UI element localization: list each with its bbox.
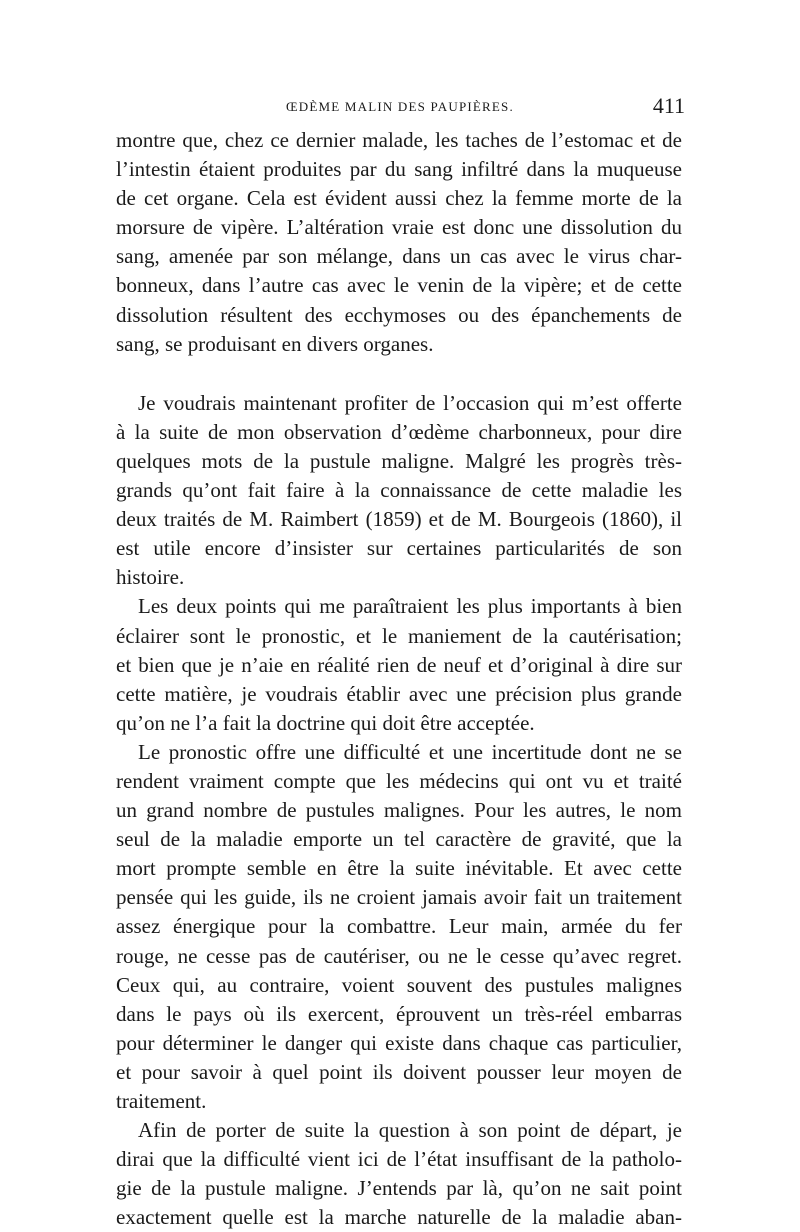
text-line: éclairer sont le pronostic, et le maniement de la cautérisation;: [116, 623, 682, 648]
text-line: Ceux qui, au contraire, voient souvent des pustules malignes: [116, 972, 682, 997]
text-line: de cet organe. Cela est évident aussi chez la femme morte de la: [116, 186, 682, 211]
text-line: rendent vraiment compte que les médecins qui ont vu et traité: [116, 768, 682, 793]
text-line: Je voudrais maintenant profiter de l’occasion qui m’est offerte: [138, 390, 682, 415]
text-line: mort prompte semble en être la suite inévitable. Et avec cette: [116, 856, 682, 881]
text-line: exactement quelle est la marche naturelle de la maladie aban-: [116, 1205, 682, 1230]
text-line: l’intestin étaient produites par du sang infiltré dans la muqueuse: [116, 157, 682, 182]
page-number: 411: [652, 93, 685, 118]
text-line: cette matière, je voudrais établir avec une précision plus grande: [116, 681, 682, 706]
text-line: à la suite de mon observation d’œdème charbonneux, pour dire: [116, 419, 682, 444]
paragraph: [116, 738, 682, 1116]
paragraph: [116, 126, 682, 359]
text-line: gie de la pustule maligne. J’entends par là, qu’on ne sait point: [116, 1176, 682, 1201]
text-line: Les deux points qui me paraîtraient les plus importants à bien: [138, 594, 682, 619]
text-line: qu’on ne l’a fait la doctrine qui doit être acceptée.: [116, 710, 535, 735]
text-line: assez énergique pour la combattre. Leur main, armée du fer: [116, 914, 682, 939]
text-line: pour déterminer le danger qui existe dans chaque cas particulier,: [116, 1030, 682, 1055]
text-line: montre que, chez ce dernier malade, les taches de l’estomac et de: [116, 128, 682, 152]
text-line: grands qu’ont fait faire à la connaissance de cette maladie les: [116, 478, 682, 503]
text-line: deux traités de M. Raimbert (1859) et de M. Bourgeois (1860), il: [116, 507, 682, 532]
paragraph: [116, 592, 682, 737]
text-line: traitement.: [116, 1089, 207, 1113]
text-line: est utile encore d’insister sur certaines particularités de son: [116, 536, 682, 561]
body-text: [116, 126, 682, 1232]
text-line: dans le pays où ils exercent, éprouvent un très-réel embarras: [116, 1001, 682, 1026]
text-line: et pour savoir à quel point ils doivent pousser leur moyen de: [116, 1059, 682, 1084]
text-line: Afin de porter de suite la question à son point de départ, je: [138, 1118, 682, 1143]
text-line: quelques mots de la pustule maligne. Malgré les progrès très-: [116, 448, 682, 473]
text-line: morsure de vipère. L’altération vraie est donc une dissolution du: [116, 215, 682, 240]
text-line: dirai que la difficulté vient ici de l’état insuffisant de la patholo-: [116, 1147, 682, 1172]
text-line: rouge, ne cesse pas de cautériser, ou ne le cesse qu’avec regret.: [116, 943, 682, 968]
text-line: un grand nombre de pustules malignes. Pour les autres, le nom: [116, 798, 682, 823]
text-line: dissolution résultent des ecchymoses ou des épanchements de: [116, 302, 682, 327]
paragraph: [116, 389, 682, 593]
text-line: et bien que je n’aie en réalité rien de neuf et d’original à dire sur: [116, 652, 682, 677]
text-line: histoire.: [116, 565, 185, 590]
text-line: sang, amenée par son mélange, dans un cas avec le virus char-: [116, 244, 682, 269]
running-title: ŒDÈME MALIN DES PAUPIÈRES.: [286, 99, 514, 114]
text-line: seul de la maladie emporte un tel caractère de gravité, que la: [116, 827, 682, 852]
text-line: pensée qui les guide, ils ne croient jamais avoir fait un traitement: [116, 885, 682, 910]
paragraph-gap: [116, 359, 682, 389]
text-line: Le pronostic offre une difficulté et une incertitude dont ne se: [138, 739, 682, 764]
text-line: sang, se produisant en divers organes.: [116, 331, 434, 356]
running-head: [115, 93, 685, 123]
text-line: bonneux, dans l’autre cas avec le venin de la vipère; et de cette: [116, 273, 682, 298]
